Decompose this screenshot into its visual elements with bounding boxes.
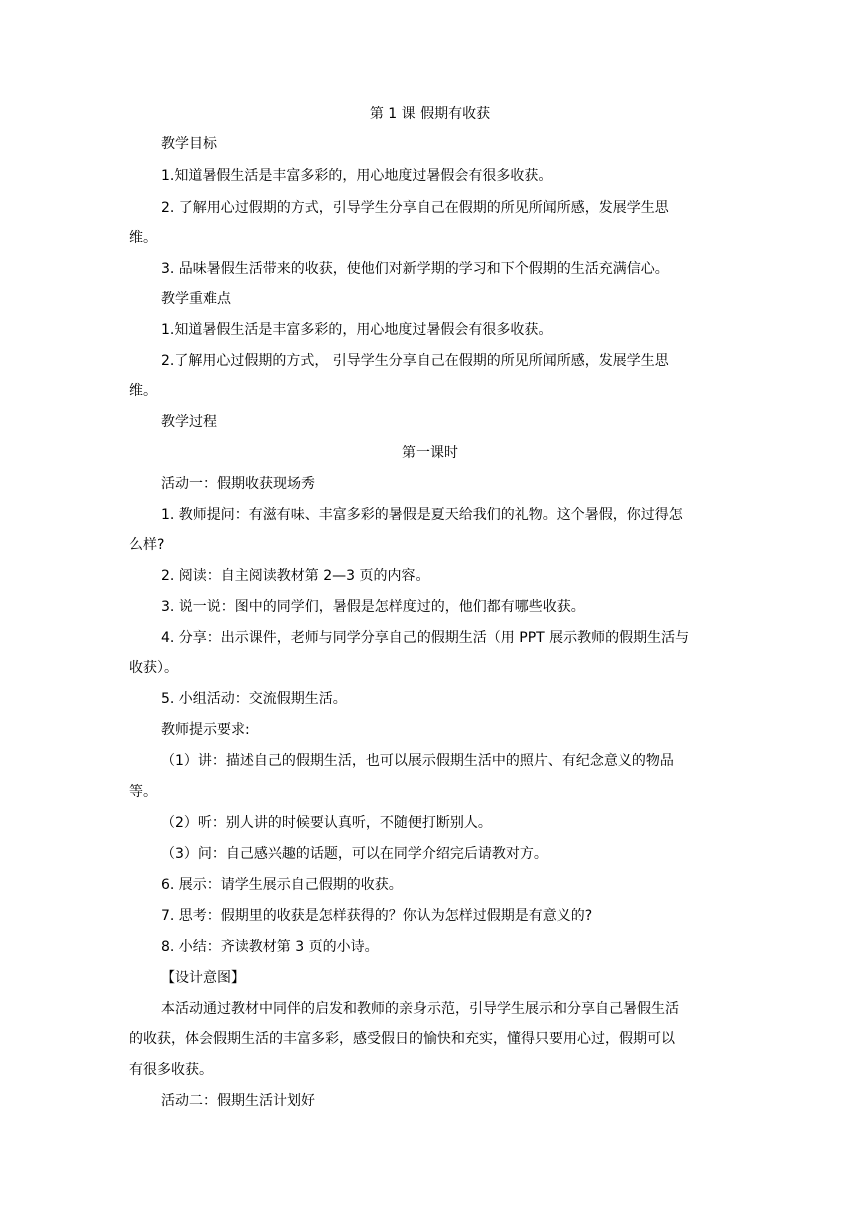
key-point-2-line-2: 维。 bbox=[129, 383, 157, 399]
step-6: 6. 展示：请学生展示自己假期的收获。 bbox=[161, 877, 403, 893]
key-point-1: 1.知道暑假生活是丰富多彩的，用心地度过暑假会有很多收获。 bbox=[161, 322, 553, 338]
tip-3: （3）问：自己感兴趣的话题，可以在同学介绍完后请教对方。 bbox=[161, 846, 548, 862]
key-points-heading: 教学重难点 bbox=[161, 291, 231, 307]
goal-2-line-2: 维。 bbox=[129, 230, 157, 246]
goal-3: 3. 品味暑假生活带来的收获，使他们对新学期的学习和下个假期的生活充满信心。 bbox=[161, 261, 669, 277]
design-intent-line-3: 有很多收获。 bbox=[129, 1062, 213, 1078]
activity-2-heading: 活动二：假期生活计划好 bbox=[161, 1093, 315, 1109]
goal-2-line-1: 2. 了解用心过假期的方式，引导学生分享自己在假期的所见所闻所感，发展学生思 bbox=[161, 200, 669, 216]
lesson-period-heading: 第一课时 bbox=[402, 445, 458, 461]
goal-1: 1.知道暑假生活是丰富多彩的，用心地度过暑假会有很多收获。 bbox=[161, 168, 553, 184]
tip-2: （2）听：别人讲的时候要认真听，不随便打断别人。 bbox=[161, 815, 492, 831]
design-intent-line-2: 的收获，体会假期生活的丰富多彩，感受假日的愉快和充实，懂得只要用心过，假期可以 bbox=[129, 1031, 675, 1047]
lesson-title: 第 1 课 假期有收获 bbox=[369, 106, 491, 122]
key-point-2-line-1: 2.了解用心过假期的方式， 引导学生分享自己在假期的所见所闻所感，发展学生思 bbox=[161, 353, 669, 369]
step-1-line-2: 么样? bbox=[129, 537, 165, 553]
step-3: 3. 说一说：图中的同学们，暑假是怎样度过的，他们都有哪些收获。 bbox=[161, 599, 585, 615]
step-5: 5. 小组活动：交流假期生活。 bbox=[161, 691, 347, 707]
step-2: 2. 阅读：自主阅读教材第 2—3 页的内容。 bbox=[161, 568, 430, 584]
tip-1-line-1: （1）讲：描述自己的假期生活，也可以展示假期生活中的照片、有纪念意义的物品 bbox=[161, 753, 674, 769]
step-4-line-1: 4. 分享：出示课件，老师与同学分享自己的假期生活（用 PPT 展示教师的假期生活与 bbox=[161, 630, 690, 646]
tips-heading: 教师提示要求: bbox=[161, 722, 250, 738]
design-intent-line-1: 本活动通过教材中同伴的启发和教师的亲身示范，引导学生展示和分享自己暑假生活 bbox=[161, 1001, 679, 1017]
activity-1-heading: 活动一：假期收获现场秀 bbox=[161, 476, 315, 492]
step-4-line-2: 收获）。 bbox=[129, 660, 178, 676]
tip-1-line-2: 等。 bbox=[129, 784, 157, 800]
step-8: 8. 小结：齐读教材第 3 页的小诗。 bbox=[161, 939, 379, 955]
process-heading: 教学过程 bbox=[161, 414, 217, 430]
step-1-line-1: 1. 教师提问：有滋有味、丰富多彩的暑假是夏天给我们的礼物。这个暑假，你过得怎 bbox=[161, 507, 683, 523]
design-intent-heading: 【设计意图】 bbox=[161, 970, 245, 986]
goals-heading: 教学目标 bbox=[161, 136, 217, 152]
step-7: 7. 思考：假期里的收获是怎样获得的？你认为怎样过假期是有意义的? bbox=[161, 908, 593, 924]
